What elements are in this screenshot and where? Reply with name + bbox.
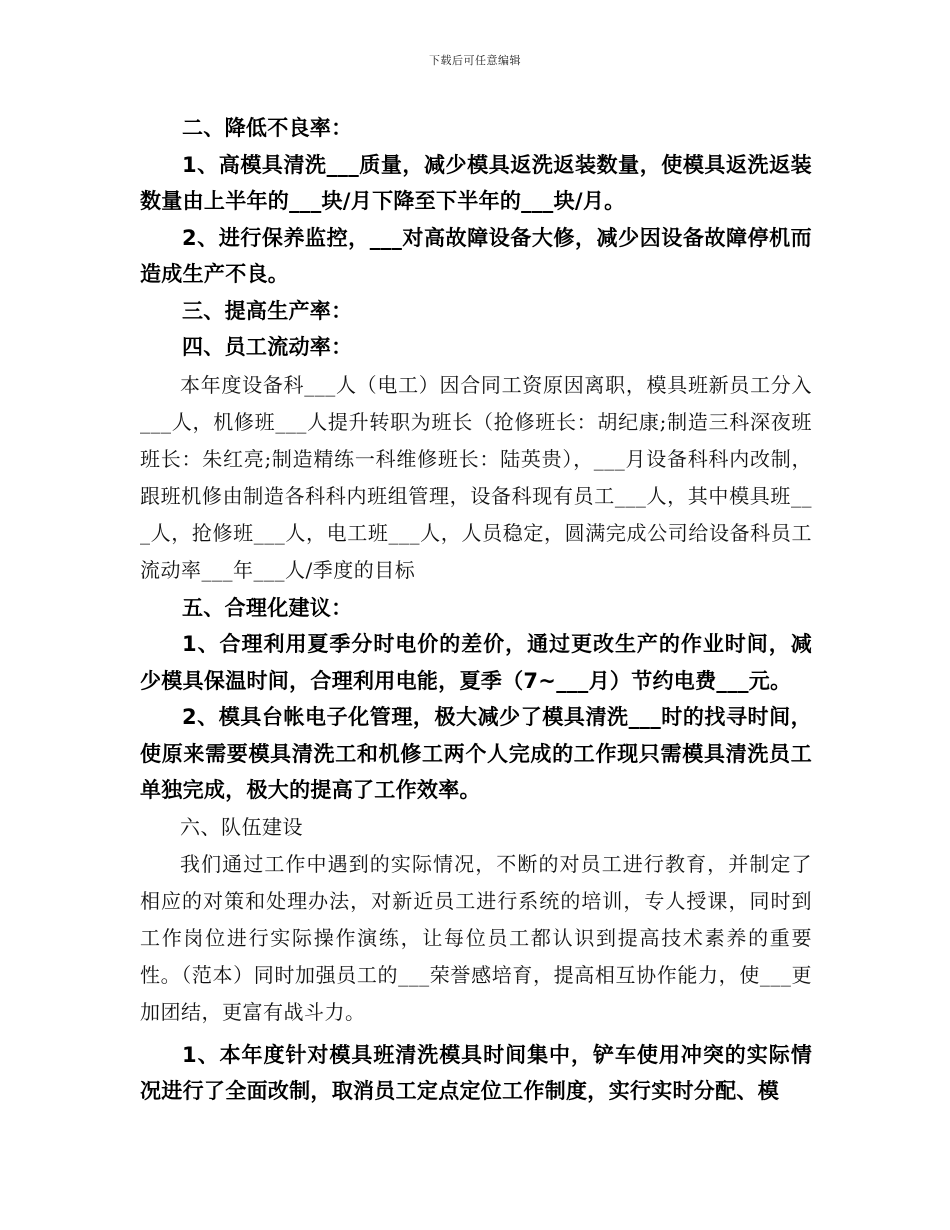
document-body bbox=[140, 110, 812, 1110]
paragraph-mold-cleaning-quality: 1、高模具清洗___质量，减少模具返洗返装数量，使模具返洗返装数量由上半年的___块/月下降至下半年的___块/月。 bbox=[140, 152, 812, 213]
section-heading-suggestions: 五、合理化建议： bbox=[182, 595, 353, 620]
section-heading-team-building: 六、队伍建设 bbox=[180, 814, 303, 839]
paragraph-team-building-details: 我们通过工作中遇到的实际情况，不断的对员工进行教育，并制定了相应的对策和处理办法，对新近员工进行系统的培训，专人授课，同时到工作岗位进行实际操作演练，让每位员工都认识到提高技术素养的重要性。（范本）同时加强员工的___荣誉感培育，提高相互协作能力，使___更加团结，更富有战斗力。 bbox=[140, 851, 812, 1024]
paragraph-staff-turnover-details: 本年度设备科___人（电工）因合同工资原因离职，模具班新员工分入___人，机修班___人提升转职为班长（抢修班长：胡纪康;制造三科深夜班班长：朱红亮;制造精练一科维修班长：陆英贵），___月设备科科内改制，跟班机修由制造各科科内班组管理，设备科现有员工___人，其中模具班___人，抢修班___人，电工班___人，人员稳定，圆满完成公司给设备科员工流动率___年___人/季度的目标 bbox=[140, 372, 812, 582]
section-heading-staff-turnover: 四、员工流动率： bbox=[182, 335, 353, 359]
page-header: 下载后可任意编辑 bbox=[429, 54, 521, 67]
paragraph-maintenance-monitoring: 2、进行保养监控，___对高故障设备大修，减少因设备故障停机而造成生产不良。 bbox=[140, 225, 812, 286]
paragraph-mold-team-reform: 1、本年度针对模具班清洗模具时间集中，铲车使用冲突的实际情况进行了全面改制，取消员工定点定位工作制度，实行实时分配、模 bbox=[140, 1042, 812, 1103]
paragraph-electronic-ledger: 2、模具台帐电子化管理，极大减少了模具清洗___时的找寻时间，使原来需要模具清洗工和机修工两个人完成的工作现只需模具清洗员工单独完成，极大的提高了工作效率。 bbox=[140, 705, 812, 802]
section-heading-productivity: 三、提高生产率： bbox=[182, 298, 353, 323]
paragraph-electricity-savings: 1、合理利用夏季分时电价的差价，通过更改生产的作业时间，减少模具保温时间，合理利用电能，夏季（7~___月）节约电费___元。 bbox=[140, 632, 812, 693]
section-heading-reduce-defect-rate: 二、降低不良率： bbox=[182, 116, 353, 140]
